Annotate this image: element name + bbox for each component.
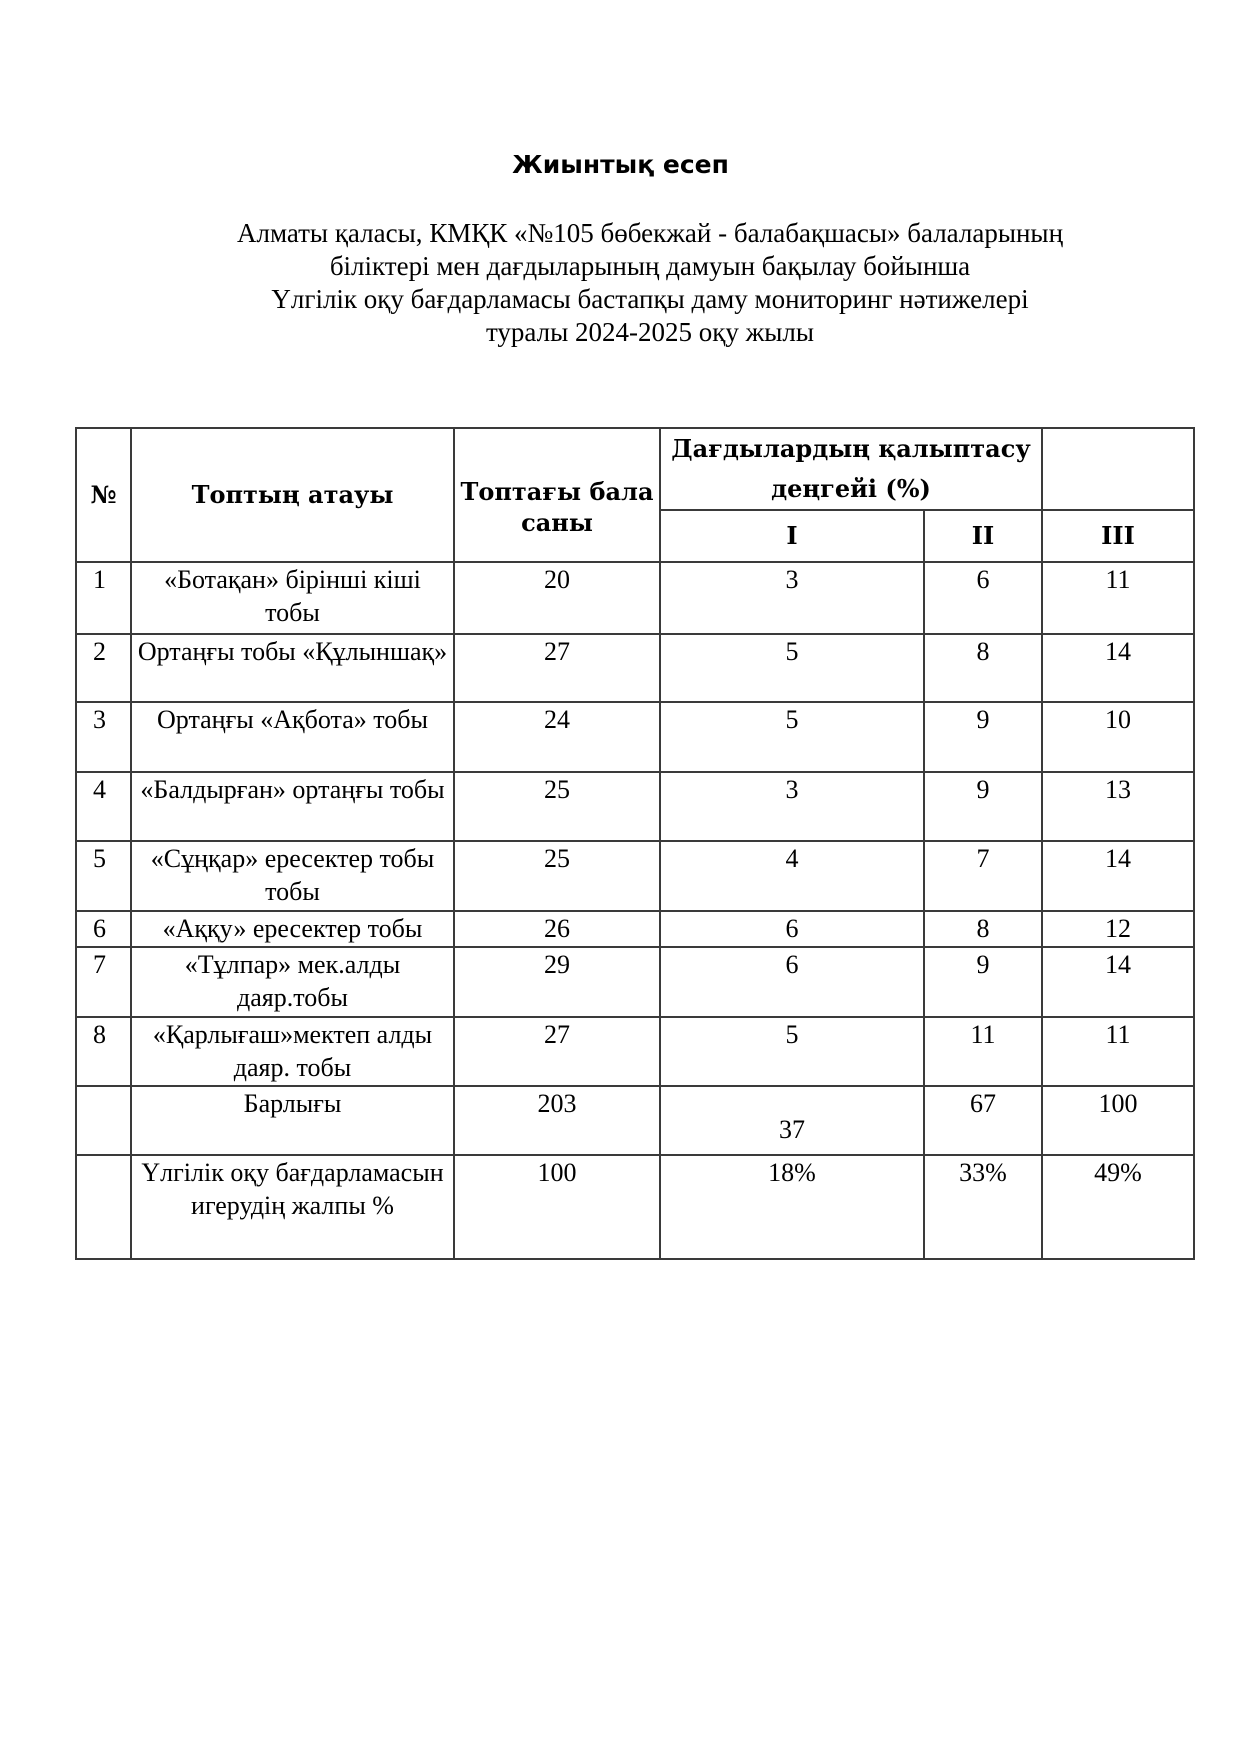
level-1-value: 6	[660, 947, 924, 1017]
child-count: 29	[454, 947, 660, 1017]
group-name: «Тұлпар» мек.алды даяр.тобы	[131, 947, 454, 1017]
level-2-value: 9	[924, 772, 1042, 841]
level-3-value: 13	[1042, 772, 1194, 841]
level-1-value: 3	[660, 562, 924, 634]
child-count: 24	[454, 702, 660, 772]
level-3-value: 14	[1042, 947, 1194, 1017]
group-name: «Сұңқар» ересектер тобы тобы	[131, 841, 454, 911]
level-2-value: 7	[924, 841, 1042, 911]
level-1-value: 3	[660, 772, 924, 841]
level-2-value: 9	[924, 702, 1042, 772]
row-number: 6	[76, 911, 131, 947]
row-number: 1	[76, 562, 131, 634]
level-1-value: 5	[660, 1017, 924, 1086]
percent-level-2: 33%	[924, 1155, 1042, 1259]
table-row	[76, 772, 1194, 841]
row-number: 4	[76, 772, 131, 841]
table-row	[76, 702, 1194, 772]
subtitle-line: біліктері мен дағдыларының дамуын бақылау бойынша	[329, 251, 971, 281]
header-empty-cell	[1042, 428, 1194, 510]
row-number: 7	[76, 947, 131, 1017]
total-level-1: 37	[779, 1115, 805, 1144]
child-count: 27	[454, 634, 660, 702]
total-number-cell	[76, 1086, 131, 1155]
level-1-value: 5	[660, 634, 924, 702]
total-level-2: 67	[924, 1086, 1042, 1155]
percent-level-3: 49%	[1042, 1155, 1194, 1259]
total-row	[76, 1086, 1194, 1155]
row-number: 8	[76, 1017, 131, 1086]
table-row	[76, 634, 1194, 702]
percent-row	[76, 1155, 1194, 1259]
row-number: 2	[76, 634, 131, 702]
table-row	[76, 841, 1194, 911]
group-name: «Қарлығаш»мектеп алды даяр. тобы	[131, 1017, 454, 1086]
header-group-name: Топтың атауы	[131, 428, 454, 562]
table-row	[76, 562, 1194, 634]
header-level-1: I	[660, 510, 924, 562]
monitoring-results-table	[75, 427, 1195, 1260]
percent-level-1: 18%	[660, 1155, 924, 1259]
level-2-value: 8	[924, 634, 1042, 702]
table-row	[76, 1017, 1194, 1086]
level-2-value: 11	[924, 1017, 1042, 1086]
group-name: «Балдырған» ортаңғы тобы	[131, 772, 454, 841]
group-name: Ортаңғы «Ақбота» тобы	[131, 702, 454, 772]
level-1-value: 5	[660, 702, 924, 772]
child-count: 25	[454, 841, 660, 911]
subtitle-line: туралы 2024-2025 оқу жылы	[485, 317, 815, 347]
total-count: 203	[454, 1086, 660, 1155]
header-skill-level: Дағдылардың қалыптасу деңгейі (%)	[660, 428, 1042, 510]
header-child-count: Топтағы бала саны	[454, 428, 660, 562]
percent-number-cell	[76, 1155, 131, 1259]
table-row	[76, 911, 1194, 947]
row-number: 3	[76, 702, 131, 772]
subtitle-line: Үлгілік оқу бағдарламасы бастапқы даму мониторинг нәтижелері	[271, 284, 1029, 314]
document-subtitle	[180, 217, 1120, 349]
level-2-value: 6	[924, 562, 1042, 634]
table-row	[76, 947, 1194, 1017]
level-3-value: 14	[1042, 841, 1194, 911]
group-name: «Аққу» ересектер тобы	[131, 911, 454, 947]
header-level-2: II	[924, 510, 1042, 562]
level-3-value: 11	[1042, 1017, 1194, 1086]
percent-label: Үлгілік оқу бағдарламасын игерудің жалпы %	[131, 1155, 454, 1259]
level-3-value: 10	[1042, 702, 1194, 772]
percent-count: 100	[454, 1155, 660, 1259]
child-count: 25	[454, 772, 660, 841]
level-2-value: 8	[924, 911, 1042, 947]
level-2-value: 9	[924, 947, 1042, 1017]
row-number: 5	[76, 841, 131, 911]
level-3-value: 12	[1042, 911, 1194, 947]
child-count: 27	[454, 1017, 660, 1086]
level-1-value: 6	[660, 911, 924, 947]
total-level-1-cell	[660, 1086, 924, 1155]
child-count: 26	[454, 911, 660, 947]
level-3-value: 11	[1042, 562, 1194, 634]
total-level-3: 100	[1042, 1086, 1194, 1155]
total-label: Барлығы	[131, 1086, 454, 1155]
document-title: Жиынтық есеп	[512, 150, 729, 179]
subtitle-line: Алматы қаласы, КМҚК «№105 бөбекжай - балабақшасы» балаларының	[236, 218, 1064, 248]
child-count: 20	[454, 562, 660, 634]
level-3-value: 14	[1042, 634, 1194, 702]
group-name: Ортаңғы тобы «Құлыншақ»	[131, 634, 454, 702]
header-no: №	[76, 428, 131, 562]
header-level-3: III	[1042, 510, 1194, 562]
level-1-value: 4	[660, 841, 924, 911]
group-name: «Ботақан» бірінші кіші тобы	[131, 562, 454, 634]
